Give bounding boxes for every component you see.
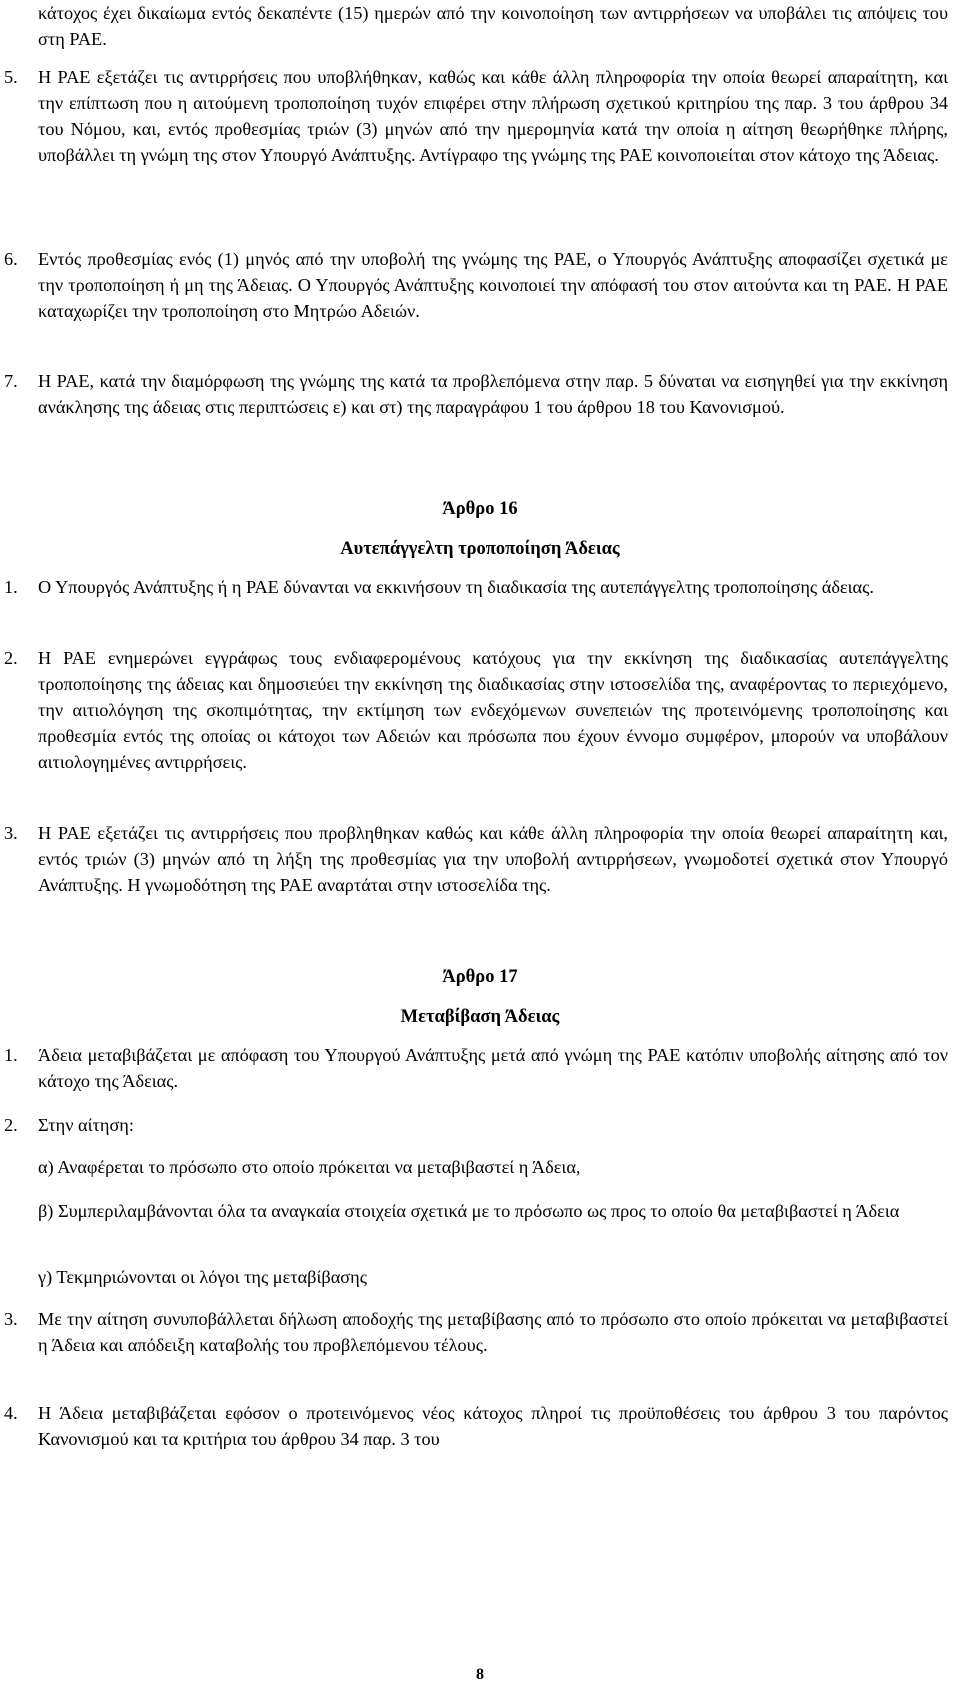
- item-number: 6.: [4, 249, 18, 269]
- item-text: Άδεια μεταβιβάζεται με απόφαση του Υπουργού Ανάπτυξης μετά από γνώμη της ΡΑΕ κατόπιν υποβολής αίτησης από τον κάτοχο της Άδειας.: [38, 1045, 948, 1091]
- list-item-7: [4, 368, 948, 420]
- item-text: Εντός προθεσμίας ενός (1) μηνός από την υποβολή της γνώμης της ΡΑΕ, ο Υπουργός Ανάπτυξης αποφασίζει σχετικά με την τροποποίηση ή μη της Άδειας. Ο Υπουργός Ανάπτυξης κοινοποιεί την απόφασή του στον αιτούντα και τη ΡΑΕ. Η ΡΑΕ καταχωρίζει την τροποποίηση στο Μητρώο Αδειών.: [38, 249, 948, 321]
- list-item-5: [4, 64, 948, 168]
- article-17-item-2: [4, 1112, 948, 1138]
- article-16-item-2: [4, 645, 948, 775]
- article-17-subitem-b: β) Συμπεριλαμβάνονται όλα τα αναγκαία στοιχεία σχετικά με το πρόσωπο ως προς το οποίο θα μεταβιβαστεί η Άδεια: [38, 1201, 900, 1221]
- item-number: 1.: [4, 1045, 18, 1065]
- article-17-item-3: [4, 1306, 948, 1358]
- item-text: Η ΡΑΕ, κατά την διαμόρφωση της γνώμης της κατά τα προβλεπόμενα στην παρ. 5 δύναται να εισηγηθεί για την εκκίνηση ανάκλησης της άδειας στις περιπτώσεις ε) και στ) της παραγράφου 1 του άρθρου 18 του Κανονισμού.: [38, 371, 948, 417]
- list-item-6: [4, 246, 948, 324]
- item-number: 2.: [4, 1115, 18, 1135]
- item-text: Ο Υπουργός Ανάπτυξης ή η ΡΑΕ δύνανται να εκκινήσουν τη διαδικασία της αυτεπάγγελτης τροποποίησης άδειας.: [38, 577, 874, 597]
- article-17-item-1: [4, 1042, 948, 1094]
- article-17-subitem-c: γ) Τεκμηριώνονται οι λόγοι της μεταβίβασης: [38, 1267, 367, 1287]
- intro-paragraph: κάτοχος έχει δικαίωμα εντός δεκαπέντε (15) ημερών από την κοινοποίηση των αντιρρήσεων να υποβάλει τις απόψεις του στη ΡΑΕ.: [38, 3, 948, 49]
- article-17-item-4: [4, 1400, 948, 1452]
- article-16-item-3: [4, 820, 948, 898]
- article-17-title: Μεταβίβαση Άδειας: [400, 1007, 560, 1027]
- page-number: 8: [476, 1666, 484, 1683]
- item-text: Η ΡΑΕ εξετάζει τις αντιρρήσεις που προβληθηκαν καθώς και κάθε άλλη πληροφορία την οποία θεωρεί απαραίτητη και, εντός τριών (3) μηνών από τη λήξη της προθεσμίας για την υποβολή αντιρρήσεων, γνωμοδοτεί σχετικά στον Υπουργό Ανάπτυξης. Η γνωμοδότηση της ΡΑΕ αναρτάται στην ιστοσελίδα της.: [38, 823, 948, 895]
- item-number: 5.: [4, 67, 18, 87]
- item-number: 3.: [4, 823, 18, 843]
- item-number: 3.: [4, 1309, 18, 1329]
- article-16-number: Άρθρο 16: [442, 499, 518, 519]
- item-text: Στην αίτηση:: [38, 1115, 134, 1135]
- item-number: 7.: [4, 371, 18, 391]
- item-number: 1.: [4, 577, 18, 597]
- item-number: 2.: [4, 648, 18, 668]
- item-text: Η Άδεια μεταβιβάζεται εφόσον ο προτεινόμενος νέος κάτοχος πληροί τις προϋποθέσεις του άρθρου 3 του παρόντος Κανονισμού και τα κριτήρια του άρθρου 34 παρ. 3 του: [38, 1403, 948, 1449]
- item-text: Η ΡΑΕ εξετάζει τις αντιρρήσεις που υποβλήθηκαν, καθώς και κάθε άλλη πληροφορία την οποία θεωρεί απαραίτητη, και την επίπτωση που η αιτούμενη τροποποίηση τυχόν επιφέρει στην πλήρωση σχετικού κριτηρίου της παρ. 3 του άρθρου 34 του Νόμου, και, εντός προθεσμίας τριών (3) μηνών από την ημερομηνία κατά την οποία η αίτηση θεωρήθηκε πλήρης, υποβάλλει τη γνώμη της στον Υπουργό Ανάπτυξης. Αντίγραφο της γνώμης της ΡΑΕ κοινοποιείται στον κάτοχο της Άδειας.: [38, 67, 948, 165]
- item-text: Η ΡΑΕ ενημερώνει εγγράφως τους ενδιαφερομένους κατόχους για την εκκίνηση της διαδικασίας αυτεπάγγελτης τροποποίησης της άδειας και δημοσιεύει την εκκίνηση της διαδικασίας στην ιστοσελίδα της, αναφέροντας το περιεχόμενο, την αιτιολόγηση της σκοπιμότητας, την εκτίμηση των ενδεχόμενων συνεπειών της προτεινόμενης τροποποίησης και προθεσμία εντός της οποίας οι κάτοχοι των Αδειών και πρόσωπα που έχουν έννομο συμφέρον, μπορούν να υποβάλουν αιτιολογημένες αντιρρήσεις.: [38, 648, 948, 772]
- item-text: Με την αίτηση συνυποβάλλεται δήλωση αποδοχής της μεταβίβασης από το πρόσωπο στο οποίο πρόκειται να μεταβιβαστεί η Άδεια και απόδειξη καταβολής του προβλεπόμενου τέλους.: [38, 1309, 948, 1355]
- article-16-title: Αυτεπάγγελτη τροποποίηση Άδειας: [340, 539, 620, 559]
- article-16-item-1: [4, 574, 948, 600]
- article-17-number: Άρθρο 17: [442, 967, 518, 987]
- article-17-subitem-a: α) Αναφέρεται το πρόσωπο στο οποίο πρόκειται να μεταβιβαστεί η Άδεια,: [38, 1157, 581, 1177]
- item-number: 4.: [4, 1403, 18, 1423]
